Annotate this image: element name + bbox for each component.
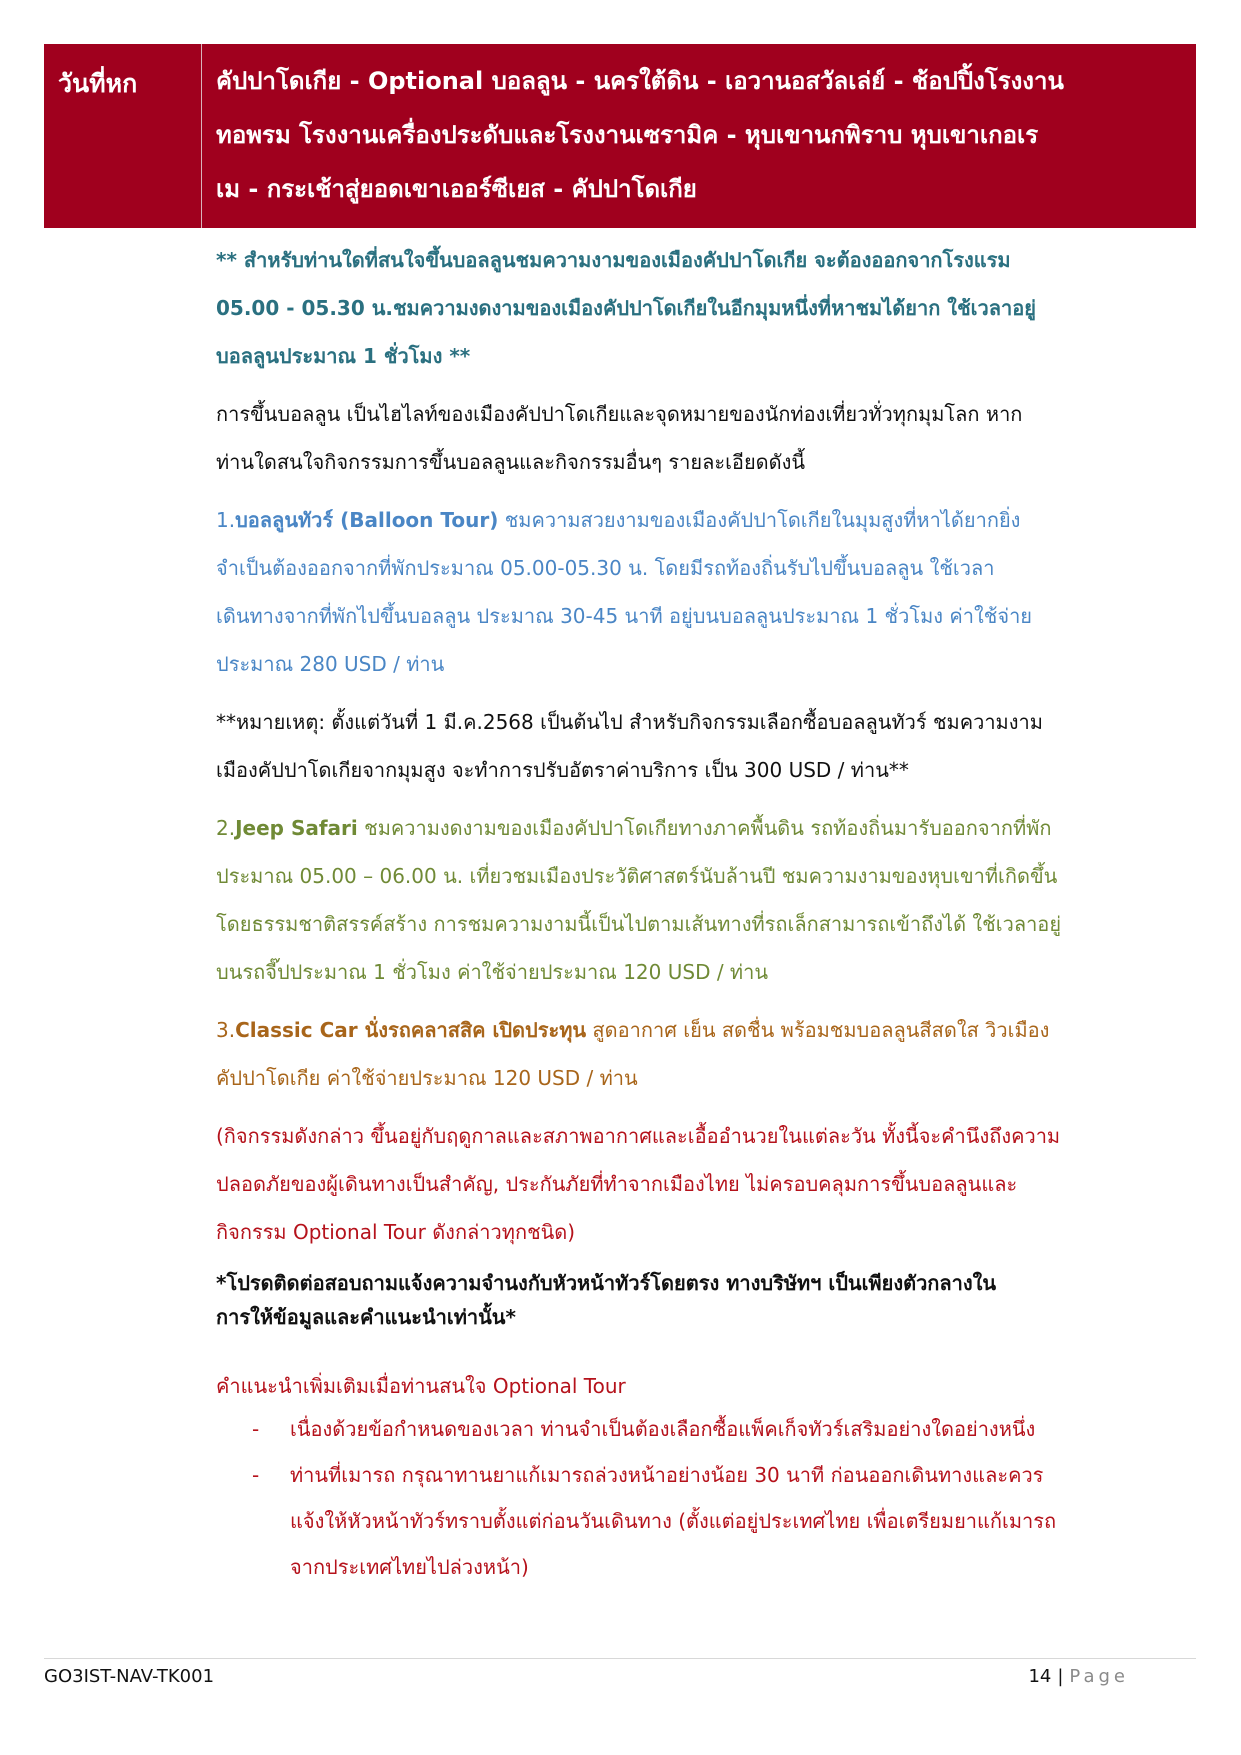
price-note-line: **หมายเหตุ: ตั้งแต่วันที่ 1 มี.ค.2568 เป็นต้นไป สำหรับกิจกรรมเลือกซื้อบอลลูนทัวร์ ชมความงาม bbox=[216, 710, 1043, 734]
balloon-intro-line: 05.00 - 05.30 น.ชมความงดงามของเมืองคัปปาโดเกียในอีกมุมหนึ่งที่หาชมได้ยาก ใช้เวลาอยู่ bbox=[216, 296, 1036, 320]
option-balloon-line: จำเป็นต้องออกจากที่พักประมาณ 05.00-05.30 น. โดยมีรถท้องถิ่นรับไปขึ้นบอลลูน ใช้เวลา bbox=[216, 556, 995, 580]
contact-note-line: การให้ข้อมูลและคำแนะนำเท่านั้น* bbox=[216, 1305, 516, 1329]
balloon-intro-line: บอลลูนประมาณ 1 ชั่วโมง ** bbox=[216, 344, 471, 368]
weather-note-line: ปลอดภัยของผู้เดินทางเป็นสำคัญ, ประกันภัยที่ทำจากเมืองไทย ไม่ครอบคลุมการขึ้นบอลลูนและ bbox=[216, 1172, 1018, 1196]
footer-page-indicator bbox=[1028, 1666, 1129, 1687]
price-note-line: เมืองคัปปาโดเกียจากมุมสูง จะทำการปรับอัตราค่าบริการ เป็น 300 USD / ท่าน** bbox=[216, 758, 909, 782]
day-title-line: ทอพรม โรงงานเครื่องประดับและโรงงานเซรามิค - หุบเขานกพิราบ หุบเขาเกอเร bbox=[216, 121, 1039, 149]
highlight-paragraph bbox=[216, 390, 1190, 486]
day-title-line: คัปปาโดเกีย - Optional บอลลูน - นครใต้ดิน - เอวานอสวัลเล่ย์ - ช้อปปิ้งโรงงาน bbox=[216, 67, 1064, 95]
content-body bbox=[216, 236, 1190, 1590]
day-title-line: เม - กระเช้าสู่ยอดเขาเออร์ซีเยส - คัปปาโดเกีย bbox=[216, 175, 697, 203]
tips-title: คำแนะนำเพิ่มเติมเมื่อท่านสนใจ Optional Tour bbox=[216, 1374, 626, 1398]
option-balloon-line: เดินทางจากที่พักไปขึ้นบอลลูน ประมาณ 30-45 นาที อยู่บนบอลลูนประมาณ 1 ชั่วโมง ค่าใช้จ่าย bbox=[216, 604, 1033, 628]
highlight-line: ท่านใดสนใจกิจกรรมการขึ้นบอลลูนและกิจกรรมอื่นๆ รายละเอียดดังนี้ bbox=[216, 450, 806, 474]
page-word: Page bbox=[1069, 1666, 1129, 1687]
option-classic-line bbox=[216, 1006, 1190, 1054]
option-classic-car bbox=[216, 1006, 1190, 1102]
page-number: 14 bbox=[1028, 1666, 1052, 1687]
balloon-intro-line: ** สำหรับท่านใดที่สนใจขึ้นบอลลูนชมความงามของเมืองคัปปาโดเกีย จะต้องออกจากโรงแรม bbox=[216, 248, 1011, 272]
price-note bbox=[216, 698, 1190, 794]
option-number: 3. bbox=[216, 1018, 236, 1042]
option-number: 1. bbox=[216, 508, 236, 532]
balloon-intro bbox=[216, 236, 1190, 380]
footer-document-code: GO3IST-NAV-TK001 bbox=[44, 1666, 215, 1687]
tips-item bbox=[216, 1406, 1190, 1452]
option-balloon-tour bbox=[216, 496, 1190, 688]
option-jeep-line bbox=[216, 804, 1190, 852]
option-number: 2. bbox=[216, 816, 236, 840]
option-jeep-line: โดยธรรมชาติสรรค์สร้าง การชมความงามนี้เป็นไปตามเส้นทางที่รถเล็กสามารถเข้าถึงได้ ใช้เวลาอยู่ bbox=[216, 912, 1062, 936]
tips-item-text: เนื่องด้วยข้อกำหนดของเวลา ท่านจำเป็นต้องเลือกซื้อแพ็คเก็จทัวร์เสริมอย่างใดอย่างหนึ่ง bbox=[290, 1417, 1036, 1441]
option-text: ชมความสวยงามของเมืองคัปปาโดเกียในมุมสูงที่หาได้ยากยิ่ง bbox=[498, 508, 1021, 532]
option-jeep-line: บนรถจี๊ปประมาณ 1 ชั่วโมง ค่าใช้จ่ายประมาณ 120 USD / ท่าน bbox=[216, 960, 769, 984]
option-text: ชมความงดงามของเมืองคัปปาโดเกียทางภาคพื้นดิน รถท้องถิ่นมารับออกจากที่พัก bbox=[357, 816, 1052, 840]
contact-note-line: *โปรดติดต่อสอบถามแจ้งความจำนงกับหัวหน้าทัวร์โดยตรง ทางบริษัทฯ เป็นเพียงตัวกลางใน bbox=[216, 1271, 997, 1295]
tips-item-text: ท่านที่เมารถ กรุณาทานยาแก้เมารถล่วงหน้าอย่างน้อย 30 นาที ก่อนออกเดินทางและควร bbox=[290, 1463, 1044, 1487]
footer-divider bbox=[44, 1658, 1196, 1659]
weather-note-line: (กิจกรรมดังกล่าว ขึ้นอยู่กับฤดูกาลและสภาพอากาศและเอื้ออำนวยในแต่ละวัน ทั้งนี้จะคำนึงถึงความ bbox=[216, 1124, 1061, 1148]
option-name: บอลลูนทัวร์ (Balloon Tour) bbox=[235, 508, 499, 532]
dash-bullet: - bbox=[252, 1417, 260, 1441]
tips-list bbox=[216, 1406, 1190, 1590]
day-title bbox=[216, 54, 1188, 216]
option-name: Jeep Safari bbox=[235, 816, 358, 840]
day-label: วันที่หก bbox=[44, 44, 202, 228]
contact-note bbox=[216, 1266, 1190, 1334]
tips-item-text: จากประเทศไทยไปล่วงหน้า) bbox=[290, 1555, 529, 1579]
option-name: Classic Car นั่งรถคลาสสิค เปิดประทุน bbox=[235, 1018, 587, 1042]
dash-bullet: - bbox=[252, 1463, 260, 1487]
tips-item bbox=[216, 1452, 1190, 1590]
option-text: สูดอากาศ เย็น สดชื่น พร้อมชมบอลลูนสีสดใส วิวเมือง bbox=[586, 1018, 1050, 1042]
weather-note-line: กิจกรรม Optional Tour ดังกล่าวทุกชนิด) bbox=[216, 1220, 576, 1244]
weather-note bbox=[216, 1112, 1190, 1256]
day-header bbox=[44, 44, 1196, 228]
option-jeep-line: ประมาณ 05.00 – 06.00 น. เที่ยวชมเมืองประวัติศาสตร์นับล้านปี ชมความงามของหุบเขาที่เกิดขึ้น bbox=[216, 864, 1058, 888]
tips-item-text: แจ้งให้หัวหน้าทัวร์ทราบตั้งแต่ก่อนวันเดินทาง (ตั้งแต่อยู่ประเทศไทย เพื่อเตรียมยาแก้เมารถ bbox=[290, 1509, 1057, 1533]
page-separator: | bbox=[1057, 1666, 1064, 1687]
highlight-line: การขึ้นบอลลูน เป็นไฮไลท์ของเมืองคัปปาโดเกียและจุดหมายของนักท่องเที่ยวทั่วทุกมุมโลก หาก bbox=[216, 402, 1023, 426]
option-balloon-line: ประมาณ 280 USD / ท่าน bbox=[216, 652, 445, 676]
option-jeep-safari bbox=[216, 804, 1190, 996]
option-balloon-line bbox=[216, 496, 1190, 544]
option-classic-line: คัปปาโดเกีย ค่าใช้จ่ายประมาณ 120 USD / ท่าน bbox=[216, 1066, 638, 1090]
